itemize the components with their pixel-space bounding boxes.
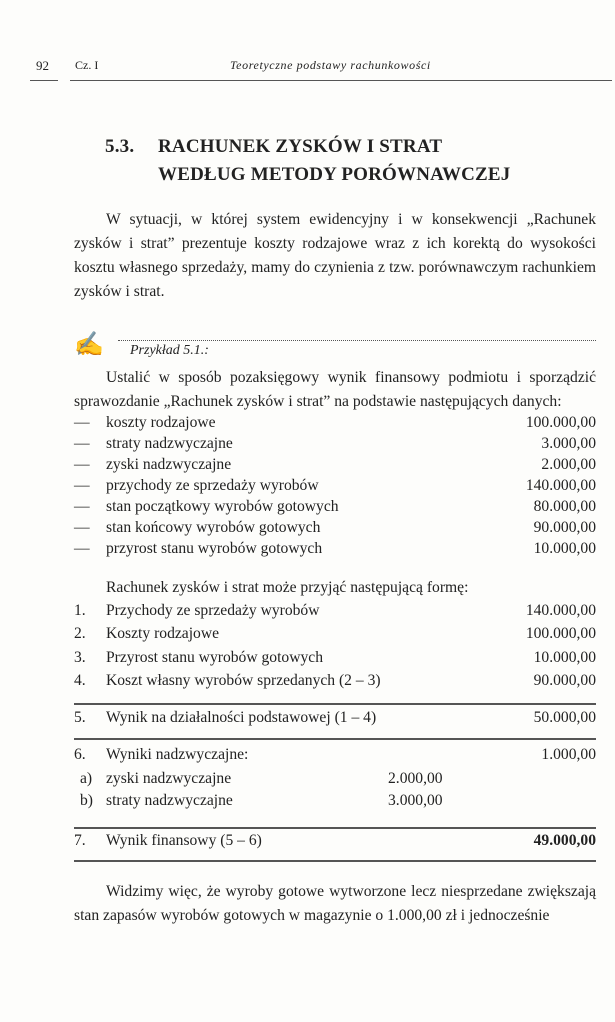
item-label: Koszty rodzajowe <box>106 625 220 642</box>
item-num: a) <box>80 770 93 787</box>
item-num: 6. <box>74 746 86 763</box>
item-num: 2. <box>74 625 86 642</box>
rule <box>74 738 596 740</box>
section-title-2: WEDŁUG METODY PORÓWNAWCZEJ <box>158 164 511 185</box>
list-item <box>74 649 596 671</box>
item-value: 90.000,00 <box>533 519 596 536</box>
item-label: Wynik na działalności podstawowej (1 – 4) <box>106 709 377 726</box>
item-label: Przychody ze sprzedaży wyrobów <box>106 602 320 619</box>
rule <box>74 827 596 829</box>
item-value: 90.000,00 <box>533 672 596 689</box>
item-value: 100.000,00 <box>525 414 596 431</box>
item-label: przychody ze sprzedaży wyrobów <box>106 477 319 494</box>
header-rule-left <box>30 80 58 81</box>
item-label: Przyrost stanu wyrobów gotowych <box>106 649 323 666</box>
item-label: Wyniki nadzwyczajne: <box>106 746 249 763</box>
list-item <box>74 477 596 499</box>
section-title-1: RACHUNEK ZYSKÓW I STRAT <box>158 136 443 157</box>
item-value: 100.000,00 <box>525 625 596 642</box>
item-num: 1. <box>74 602 86 619</box>
item-bullet: — <box>74 456 90 473</box>
item-label: straty nadzwyczajne <box>106 792 233 809</box>
item-label: zyski nadzwyczajne <box>106 456 232 473</box>
item-num: 5. <box>74 709 86 726</box>
item-bullet: — <box>74 519 90 536</box>
item-value: 80.000,00 <box>533 498 596 515</box>
item-label: straty nadzwyczajne <box>106 435 233 452</box>
item-mid: 2.000,00 <box>388 770 443 787</box>
list-item <box>74 709 596 731</box>
example-task: Ustalić w sposób pozaksięgowy wynik finansowy podmiotu i sporządzić sprawozdanie „Rachunek zysków i strat” na podstawie następujących danych: <box>74 369 596 410</box>
list-item <box>74 414 596 436</box>
item-value: 2.000,00 <box>541 456 596 473</box>
item-value: 49.000,00 <box>533 832 596 849</box>
list-item <box>74 498 596 520</box>
item-bullet: — <box>74 414 90 431</box>
list-item <box>74 625 596 647</box>
statement-intro: Rachunek zysków i strat może przyjąć następującą formę: <box>106 579 469 596</box>
part-label: Cz. I <box>75 58 99 72</box>
writing-hand-icon: ✍ <box>74 332 104 358</box>
list-item <box>74 456 596 478</box>
example-label: Przykład 5.1.: <box>130 343 209 358</box>
item-value: 10.000,00 <box>533 649 596 666</box>
item-num: b) <box>80 792 93 809</box>
rule <box>74 860 596 862</box>
example-divider <box>118 340 596 341</box>
item-value: 10.000,00 <box>533 540 596 557</box>
list-item <box>74 792 596 814</box>
item-num: 3. <box>74 649 86 666</box>
running-title: Teoretyczne podstawy rachunkowości <box>230 58 431 72</box>
item-num: 7. <box>74 832 86 849</box>
item-num: 4. <box>74 672 86 689</box>
rule <box>74 703 596 705</box>
item-bullet: — <box>74 540 90 557</box>
item-label: zyski nadzwyczajne <box>106 770 232 787</box>
list-item <box>74 519 596 541</box>
conclusion-paragraph: Widzimy więc, że wyroby gotowe wytworzone lecz niesprzedane zwiększają stan zapasów wyrobów gotowych w magazynie o 1.000,00 zł i jednocześnie <box>74 883 596 924</box>
item-label: przyrost stanu wyrobów gotowych <box>106 540 323 557</box>
item-label: Koszt własny wyrobów sprzedanych (2 – 3) <box>106 672 381 689</box>
list-item <box>74 602 596 624</box>
item-value: 1.000,00 <box>541 746 596 763</box>
item-mid: 3.000,00 <box>388 792 443 809</box>
list-item <box>74 746 596 768</box>
list-item <box>74 540 596 562</box>
list-item <box>74 770 596 792</box>
item-value: 140.000,00 <box>525 602 596 619</box>
list-item <box>74 672 596 694</box>
item-label: stan początkowy wyrobów gotowych <box>106 498 339 515</box>
item-value: 50.000,00 <box>533 709 596 726</box>
item-value: 140.000,00 <box>525 477 596 494</box>
item-bullet: — <box>74 498 90 515</box>
item-value: 3.000,00 <box>541 435 596 452</box>
item-label: Wynik finansowy (5 – 6) <box>106 832 262 849</box>
header-rule <box>70 80 612 81</box>
list-item <box>74 832 596 854</box>
page-number: 92 <box>36 58 49 73</box>
intro-paragraph: W sytuacji, w której system ewidencyjny i w konsekwencji „Rachunek zysków i strat” prezentuje koszty rodzajowe wraz z ich korektą do wysokości kosztu własnego sprzedaży, mamy do czynienia z tzw. porównawczym rachunkiem zysków i strat. <box>74 211 596 300</box>
item-bullet: — <box>74 435 90 452</box>
list-item <box>74 435 596 457</box>
section-number: 5.3. <box>105 136 135 157</box>
item-label: koszty rodzajowe <box>106 414 216 431</box>
item-bullet: — <box>74 477 90 494</box>
item-label: stan końcowy wyrobów gotowych <box>106 519 321 536</box>
